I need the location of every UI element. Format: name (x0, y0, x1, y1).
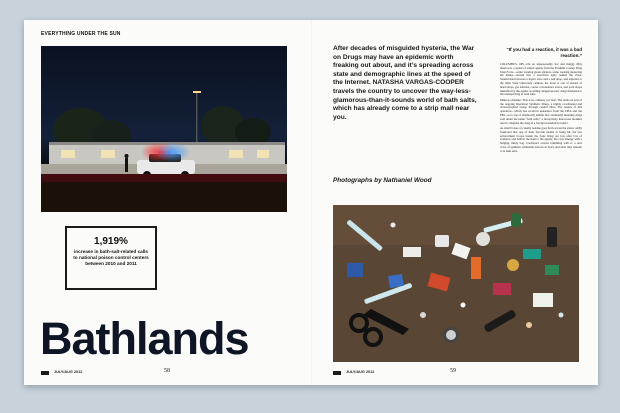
magazine-logo-icon (333, 371, 341, 375)
article-title: Bathlands (40, 313, 249, 364)
paraphernalia-photo (333, 205, 579, 362)
magazine-spread (24, 20, 598, 385)
photo-credit: Photographs by Nathaniel Wood (333, 177, 432, 184)
body-paragraph: Make no mistake: This is no ordinary pot bust. The raids are part of the ongoing Operation Synthetic Drugs, a highly coordinated and choreographed sweep through central Ohio. The targets of this operation—which has received assistance from the DEA and the FBI—is a crop of chemically similar but continually mutating drugs sold under the name “bath salts,” a deceptively innocuous moniker used to disguise the drug as a foreign household product. (500, 97, 582, 125)
article-body (500, 63, 582, 155)
author-name: NATASHA VARGAS-COOPER (372, 79, 464, 87)
stat-description: increase in bath-salt-related calls to national poison control centers between 2010 and 2011 (73, 249, 149, 267)
body-paragraph: COLUMBUS, OH—On an unseasonably hot and muggy May afternoon, a squad of armed agents from the Franklin County Drug Task Force—some wearing green slickers, some wearing menacing ski masks—stream into a storefront aptly named the Zone. Sandwiched between a liquor store and a nail shop, and adjacent to the Ohio State University campus, the Zone is one of dozens of head shops, gas stations, corner convenience stores, and porn shops identified by the agents as selling dangerous new drugs marketed to the unsuspecting as bath salts. (500, 62, 582, 97)
stat-box (65, 226, 157, 290)
footer-issue-right: JULY/AUG 2012 (346, 370, 375, 374)
page-number-right: 59 (450, 368, 456, 374)
section-label: EVERYTHING UNDER THE SUN (41, 31, 121, 37)
intro-text (333, 45, 481, 122)
night-police-photo (41, 46, 287, 212)
magazine-logo-icon (41, 371, 49, 375)
pull-quote: “If you had a reaction, it was a bad reaction.” (506, 47, 582, 58)
intro-lede: After decades of misguided hysteria, the War on Drugs may have an epidemic worth freaking out about, and it’s spreading across state and demographic lines at the speed of the Internet. (333, 45, 475, 87)
page-number-left: 58 (164, 368, 170, 374)
intro-continuation: travels the country to uncover the way-less-glamorous-than-it-sounds world of bath salts, which has already come to a strip mall near you. (333, 87, 477, 121)
spread-gutter (311, 20, 312, 385)
stat-number: 1,919% (94, 236, 128, 247)
body-paragraph: As small boxes of creamy residue goes from across the states, oddly frustrated that one of their favorite haunts is being hit, the law enforcement troops inside the Zone bring out box after box of evidence and deliver the haul to the agents; the cops emerge with a bulging, likely bag. Cardboard cartons brimming with it: a new wave of synthetic stimulants known as Spice and what they amount to is bath salts. (500, 125, 582, 153)
footer-issue-left: JULY/AUG 2012 (54, 370, 83, 374)
